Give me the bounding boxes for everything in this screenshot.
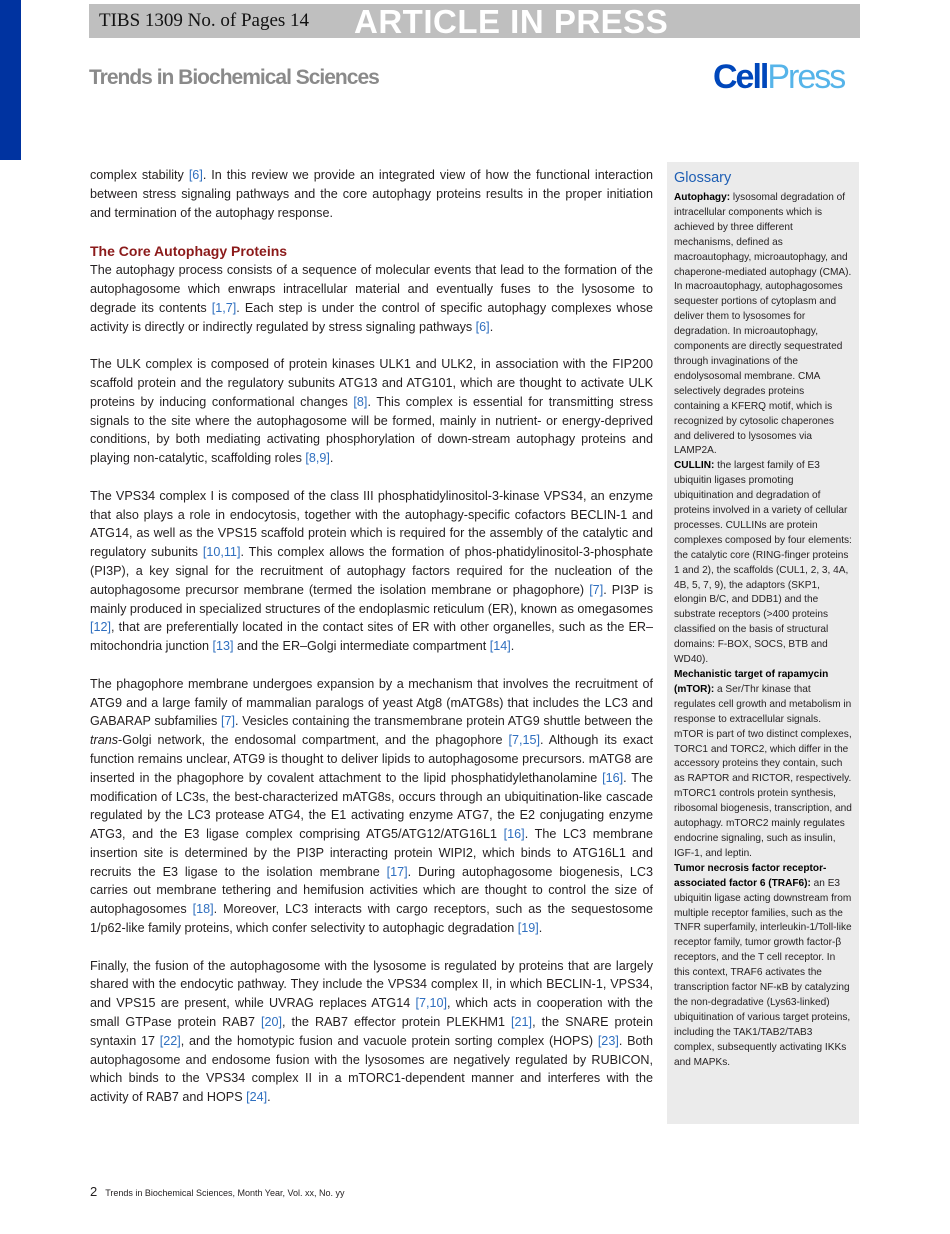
citation-link[interactable]: [16]: [602, 770, 624, 785]
glossary-definition: the largest family of E3 ubiquitin ligases promoting ubiquitination and degradation of proteins involved in a variety of cellular processes. CULLINs are protein complexes composed by four elements: the catalytic core (RING-finger proteins 1 and 2), the scaffolds (CUL1, 2, 3, 4A, 4B, 5, 7, 9), the adaptors (SKP1, elongin B/C, and DDB1) and the substrate receptors (>400 proteins classified on the basis of structural domains: F-BOX, SOCS, BTB and WD40).: [674, 460, 852, 666]
glossary-definition: lysosomal degradation of intracellular components which is achieved by three different mechanisms, defined as macroautophagy, microautophagy, and chaperone-mediated autophagy (CMA). In macroautophagy, autophagosomes sequester portions of cytoplasm and deliver them to lysosomes for degradation. In microautophagy, components are directly sequestrated through invaginations of the endolysosomal membrane. CMA selectively degrades proteins containing a KFERQ motif, which is recognized by cytosolic chaperones and delivered to lysosomes via LAMP2A.: [674, 192, 852, 457]
paragraph: [90, 487, 653, 656]
citation-link[interactable]: [6]: [475, 319, 490, 334]
text-run: . This complex is essential for transmitting stress signals to the site where the autophagosome will be formed, mainly in nutrient- or energy-deprived conditions, by both mediating activating phosphorylation of down-stream autophagy proteins and playing non-catalytic, scaffolding roles: [90, 394, 654, 466]
section-heading: The Core Autophagy Proteins: [90, 243, 288, 260]
article-in-press-banner: [89, 4, 860, 38]
citation-link[interactable]: [20]: [261, 1015, 283, 1030]
citation-link[interactable]: [8,9]: [305, 451, 330, 466]
citation-link[interactable]: [24]: [246, 1090, 268, 1105]
italic-text: trans: [90, 733, 118, 748]
citation-link[interactable]: [17]: [386, 864, 408, 879]
citation-link[interactable]: [12]: [90, 620, 112, 635]
citation-link[interactable]: [23]: [597, 1033, 619, 1048]
glossary-term: CULLIN:: [674, 460, 715, 472]
text-run: . This complex allows the formation of phos-phatidylinositol-3-phosphate (PI3P), a key signal for the recruitment of autophagy factors required for the nucleation of the autophagosome precursor membrane (termed the isolation membrane or phagophore): [90, 545, 653, 597]
citation-link[interactable]: [19]: [517, 921, 539, 936]
text-run: . Each step is under the control of specific autophagy complexes whose activity is directly or indirectly regulated by stress signaling pathways: [90, 300, 653, 334]
text-run: . PI3P is mainly produced in specialized structures of the endoplasmic reticulum (ER), known as omegasomes: [90, 582, 653, 616]
text-run: . Both autophagosome and endosome fusion with the lysosomes are negatively regulated by RUBICON, which binds to the VPS34 complex II in a mTORC1-dependent manner and interferes with the activity of RAB7 and HOPS: [90, 1033, 653, 1105]
glossary-entry: [674, 459, 852, 668]
paragraph: [90, 355, 653, 468]
article-status: ARTICLE IN PRESS: [354, 3, 669, 40]
text-run: , and the homotypic fusion and vacuole protein sorting complex (HOPS): [180, 1033, 598, 1048]
text-run: . The LC3 membrane insertion site is determined by the PI3P interacting protein WIPI2, which binds to ATG16L1 and recruits the E3 ligase to the isolation membrane: [90, 827, 653, 879]
text-run: The autophagy process consists of a sequence of molecular events that lead to the formation of the autophagosome which enwraps intracellular material and eventually fuses to the lysosome to degrade its contents: [90, 263, 653, 315]
publisher-logo: CellPress: [713, 58, 845, 96]
text-run: , the RAB7 effector protein PLEKHM1: [282, 1015, 512, 1030]
text-run: The VPS34 complex I is composed of the class III phosphatidylinositol-3-kinase VPS34, an enzyme that also plays a role in endocytosis, together with the autophagy-specific cofactors BECLIN-1 and ATG14, as well as the VPS15 scaffold protein which is required for the assembly of the catalytic and regulatory subunits: [90, 488, 653, 560]
citation-link[interactable]: [13]: [212, 639, 234, 654]
page-footer: [90, 1184, 345, 1199]
citation-link[interactable]: [22]: [159, 1033, 181, 1048]
text-run: . The modification of LC3s, the best-characterized mATG8s, occurs through an ubiquitination-like cascade regulated by the LC3 protease ATG4, the E1 activating enzyme ATG7, the E2 conjugating enzyme ATG3, and the E3 ligase complex comprising ATG5/ATG12/ATG16L1: [90, 770, 653, 842]
paragraph: [90, 261, 653, 336]
citation-link[interactable]: [18]: [192, 902, 214, 917]
glossary-term: Autophagy:: [674, 192, 731, 203]
text-run: . Moreover, LC3 interacts with cargo receptors, such as the sequestosome 1/p62-like family proteins, which confer selectivity to autophagic degradation: [90, 902, 653, 936]
text-run: . In this review we provide an integrated view of how the functional interaction between stress signaling pathways and the core autophagy proteins results in the proper initiation and termination of the autophagy response.: [90, 168, 653, 220]
text-run: , which acts in cooperation with the small GTPase protein RAB7: [90, 996, 653, 1030]
citation-link[interactable]: [21]: [511, 1015, 533, 1030]
text-run: -Golgi network, the endosomal compartment, and the phagophore: [118, 733, 509, 748]
glossary-box: [667, 162, 859, 1124]
citation-link[interactable]: [14]: [489, 639, 511, 654]
citation-link[interactable]: [7,10]: [415, 996, 448, 1011]
glossary-definition: an E3 ubiquitin ligase acting downstream from multiple receptor families, such as the TNFR superfamily, interleukin-1/Toll-like receptor family, tumor growth factor-β receptors, and the T cell receptor. In this context, TRAF6 activates the transcription factor NF-κB by catalyzing the non-degradative (Lys63-linked) ubiquitination of various target proteins, including the TAK1/TAB2/TAB3 complex, subsequently activating IKKs and MAPKs.: [674, 877, 852, 1068]
journal-color-bar: [0, 0, 21, 160]
journal-title: Trends in Biochemical Sciences: [89, 66, 379, 89]
text-run: and the ER–Golgi intermediate compartment: [233, 639, 490, 654]
text-run: . During autophagosome biogenesis, LC3 carries out membrane tethering and hemifusion activities which are thought to control the size of autophagosomes: [90, 864, 653, 917]
text-run: . Although its exact function remains unclear, ATG9 is thought to deliver lipids to autophagosome precursors. mATG8 are inserted in the phagophore by covalent attachment to the lipid phosphatidylethanolamine: [90, 733, 653, 785]
paragraph: [90, 675, 653, 938]
glossary-entry: [674, 191, 852, 459]
text-run: .: [538, 921, 543, 936]
glossary-term: Mechanistic target of rapamycin (mTOR):: [674, 669, 829, 695]
glossary-entry: [674, 862, 852, 1071]
text-run: .: [489, 319, 494, 334]
text-run: The ULK complex is composed of protein kinases ULK1 and ULK2, in association with the FIP200 scaffold protein and the regulatory subunits ATG13 and ATG101, which are thought to activate ULK proteins by inducing conformational changes: [90, 357, 653, 409]
glossary-term: Tumor necrosis factor receptor-associated factor 6 (TRAF6):: [674, 862, 827, 889]
citation-link[interactable]: [1,7]: [211, 300, 237, 315]
glossary-title: Glossary: [674, 170, 732, 186]
glossary-definition: a Ser/Thr kinase that regulates cell growth and metabolism in response to extracellular signals. mTOR is part of two distinct complexes, TORC1 and TORC2, which differ in the accessory proteins they contain, such as RAPTOR and RICTOR, respectively. mTORC1 controls protein synthesis, ribosomal biogenesis, transcription, and autophagy. mTORC2 mainly regulates endocrine signaling, such as insulin, IGF-1, and leptin.: [674, 683, 852, 859]
running-id: TIBS 1309 No. of Pages 14: [99, 10, 310, 31]
citation-link[interactable]: [7]: [589, 582, 604, 597]
text-run: .: [510, 639, 515, 654]
citation-link[interactable]: [6]: [188, 168, 203, 182]
text-run: complex stability: [90, 168, 189, 182]
text-run: . Vesicles containing the transmembrane protein ATG9 shuttle between the: [235, 714, 653, 729]
text-run: The phagophore membrane undergoes expansion by a mechanism that involves the recruitment of ATG9 and a large family of mammalian paralogs of yeast Atg8 (mATG8s) that includes the LC3 and GABARAP subfamilies: [90, 676, 653, 729]
paragraph: [90, 957, 653, 1107]
text-run: .: [329, 451, 334, 466]
footer-citation: Trends in Biochemical Sciences, Month Year, Vol. xx, No. yy: [105, 1188, 345, 1198]
article-body: [90, 166, 653, 1126]
text-run: , the SNARE protein syntaxin 17: [90, 1015, 653, 1048]
paragraph: [90, 166, 653, 222]
text-run: .: [267, 1090, 271, 1105]
citation-link[interactable]: [16]: [503, 827, 525, 842]
citation-link[interactable]: [7]: [221, 714, 236, 729]
text-run: , that are preferentially located in the contact sites of ER with other organelles, such as the ER–mitochondria junction: [90, 620, 653, 654]
glossary-entry: [674, 668, 852, 862]
page-number: 2: [90, 1184, 98, 1199]
citation-link[interactable]: [7,15]: [508, 733, 540, 748]
citation-link[interactable]: [8]: [353, 394, 368, 409]
text-run: Finally, the fusion of the autophagosome with the lysosome is regulated by proteins that are largely shared with the endocytic pathway. They include the VPS34 complex II, in which BECLIN-1, VPS34, and VPS15 are present, while UVRAG replaces ATG14: [90, 958, 653, 1011]
citation-link[interactable]: [10,11]: [202, 545, 241, 560]
